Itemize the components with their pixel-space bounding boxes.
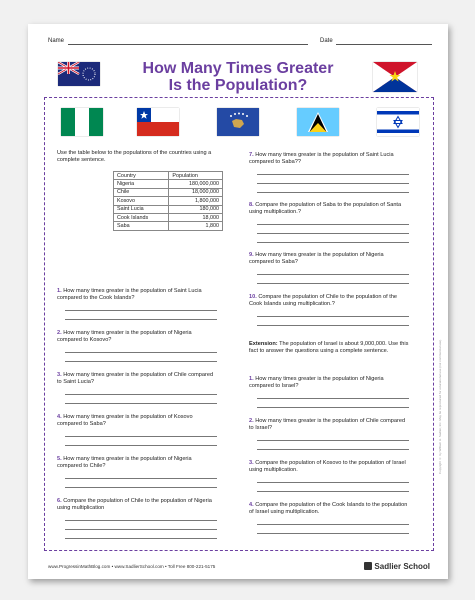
brand-logo [364,562,430,571]
title-line-2: Is the Population? [168,77,308,94]
answer-line[interactable] [257,308,409,317]
population-cell: 18,000 [169,213,223,221]
answer-line[interactable] [257,441,409,450]
left-column [57,150,232,164]
question-text: How many times greater is the population of Nigeria compared to Israel? [249,376,384,389]
answer-line[interactable] [65,437,217,446]
question-text: How many times greater is the population of Chile compared to Israel? [249,418,406,431]
answer-line[interactable] [257,266,409,275]
answer-line[interactable] [65,470,217,479]
answer-line[interactable] [257,317,409,326]
answer-line[interactable] [65,302,217,311]
col-header-population: Population [169,172,223,180]
question-number: 4. [249,502,254,508]
country-cell: Cook Islands [114,213,169,221]
population-cell: 1,800,000 [169,197,223,205]
country-cell: Saba [114,222,169,230]
extension-question-2 [249,418,409,450]
footer-links: www.ProgressinMathBlog.com • www.SadlierSchool.com • Toll Free 800-221-5175 [48,564,216,569]
question-text: How many times greater is the population of Chile compared to Saint Lucia? [57,372,214,385]
question-9 [249,252,409,284]
question-number: 1. [249,376,254,382]
answer-line[interactable] [257,432,409,441]
question-number: 7. [249,152,254,158]
extension-question-1 [249,376,409,408]
country-cell: Saint Lucia [114,205,169,213]
answer-line[interactable] [65,512,217,521]
question-text: Compare the population of Chile to the population of Nigeria using multiplication [57,498,212,511]
question-6 [57,498,217,539]
population-cell: 18,000,000 [169,188,223,196]
question-text: Compare the population of Kosovo to the population of Israel using multiplication. [249,460,406,473]
question-number: 2. [57,330,62,336]
answer-line[interactable] [65,521,217,530]
table-row [114,213,223,221]
question-text: Compare the population of Saba to the population of Santa using multiplication.? [249,202,402,215]
table-header-row [114,172,223,180]
answer-line[interactable] [65,428,217,437]
col-header-country: Country [114,172,169,180]
date-label: Date [320,38,333,44]
question-7 [249,152,409,193]
question-5 [57,456,217,488]
table-row [114,205,223,213]
purple-dashed-frame [44,97,434,551]
question-text: How many times greater is the population of Nigeria compared to Saba? [249,252,384,265]
date-line [336,44,432,45]
country-cell: Kosovo [114,197,169,205]
answer-line[interactable] [65,344,217,353]
question-4 [57,414,217,446]
answer-line[interactable] [257,390,409,399]
question-text: Compare the population of the Cook Islands to the population of Israel using multiplication. [249,502,408,515]
answer-line[interactable] [257,399,409,408]
population-cell: 180,000 [169,205,223,213]
question-10 [249,294,409,326]
country-cell: Chile [114,188,169,196]
question-number: 2. [249,418,254,424]
israel-flag [377,108,419,136]
question-3 [57,372,217,404]
question-number: 9. [249,252,254,258]
answer-line[interactable] [257,483,409,492]
answer-line[interactable] [257,474,409,483]
kosovo-flag [217,108,259,136]
table-row [114,180,223,188]
sadlier-icon [364,562,372,570]
answer-line[interactable] [257,166,409,175]
answer-line[interactable] [65,353,217,362]
extension-question-4 [249,502,409,534]
question-number: 3. [57,372,62,378]
question-text: How many times greater is the population of Saint Lucia compared to Saba?? [249,152,394,165]
answer-line[interactable] [65,311,217,320]
table-row [114,222,223,230]
name-label: Name [48,38,65,44]
question-text: How many times greater is the population of Nigeria compared to Chile? [57,456,192,469]
title-line-1: How Many Times Greater [142,60,334,77]
answer-line[interactable] [257,225,409,234]
question-number: 8. [249,202,254,208]
answer-line[interactable] [65,479,217,488]
question-text: How many times greater is the population of Saint Lucia compared to the Cook Islands? [57,288,202,301]
copyright-side-note: Copyright © by William H. Sadlier, Inc. May be reproduced for educational use (not commercial use). [438,338,442,474]
intro-text: Use the table below to the populations of the countries using a complete sentence. [57,150,212,163]
question-number: 10. [249,294,257,300]
saint-lucia-flag [297,108,339,136]
question-text: Compare the population of Chile to the population of the Cook Islands using multiplication.? [249,294,398,307]
worksheet-title [28,60,448,94]
answer-line[interactable] [257,516,409,525]
extension-label: Extension: [249,341,278,347]
answer-line[interactable] [65,395,217,404]
question-text: How many times greater is the population of Kosovo compared to Saba? [57,414,193,427]
population-cell: 1,800 [169,222,223,230]
question-number: 4. [57,414,62,420]
population-cell: 180,000,000 [169,180,223,188]
question-text: How many times greater is the population of Nigeria compared to Kosovo? [57,330,192,343]
answer-line[interactable] [257,216,409,225]
extension-intro [249,341,417,355]
question-number: 3. [249,460,254,466]
answer-line[interactable] [257,275,409,284]
question-1 [57,288,217,320]
answer-line[interactable] [257,234,409,243]
chile-flag [137,108,179,136]
answer-line[interactable] [257,175,409,184]
worksheet-page [28,24,448,579]
answer-line[interactable] [65,386,217,395]
nigeria-flag [61,108,103,136]
table-row [114,188,223,196]
population-table [113,171,223,231]
question-number: 6. [57,498,62,504]
name-line [68,44,308,45]
table-row [114,197,223,205]
extension-question-3 [249,460,409,492]
answer-line[interactable] [257,525,409,534]
question-8 [249,202,409,243]
country-cell: Nigeria [114,180,169,188]
answer-line[interactable] [257,184,409,193]
answer-line[interactable] [65,530,217,539]
question-number: 5. [57,456,62,462]
question-number: 1. [57,288,62,294]
brand-name: Sadlier School [374,562,430,571]
extension-text: The population of Israel is about 9,000,000. Use this fact to answer the questions using a complete sentence. [249,341,409,354]
question-2 [57,330,217,362]
